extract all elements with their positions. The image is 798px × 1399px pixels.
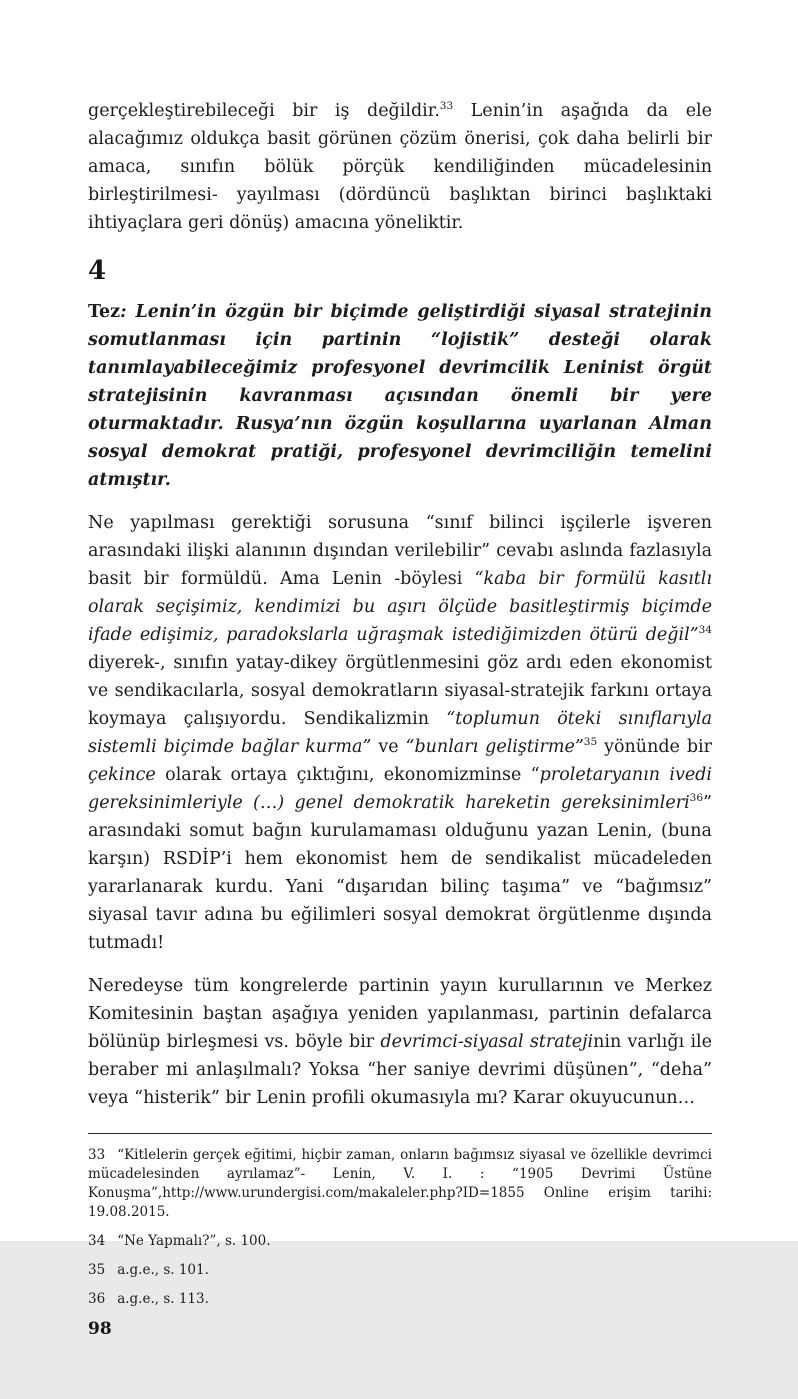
quoted-italic-text: “bunları geliştirme” [405,737,584,757]
thesis-colon: : [120,302,136,322]
body-text: ” arasındaki somut bağın kurulamaması olduğunu yazan Lenin, (buna karşın) RSDİP’i hem ekonomist hem de sendikalist mücadeleden yararlanarak kurdu. Yani “dışarıdan bilinç taşıma” ve “bağımsız” siyasal tavır adına bu eğilimleri sosyal demokrat örgütlenme dışında tutmadı! [88,793,712,953]
footnote-number: 33 [88,1147,106,1163]
italic-word: çekince [88,765,156,785]
footnote-ref-36: 36 [689,792,704,805]
quoted-italic-text: “toplumun öteki sınıflarıyla sistemli biçimde bağlar kurma” [88,709,712,757]
footnote-number: 35 [88,1262,106,1278]
body-text: Neredeyse tüm kongrelerde partinin yayın kurullarının ve Merkez Komitesinin baştan aşağıya yeniden yapılanması, partinin defalarca bölünüp birleşmesi vs. böyle bir [88,976,712,1052]
footnote-36 [88,1290,712,1309]
body-text: Ne yapılması gerektiği sorusuna “sınıf bilinci işçilerle işveren arasındaki ilişki alanının dışından verilebilir” cevabı aslında fazlasıyla basit bir formüldü. Ama Lenin -böylesi [88,513,712,589]
footnote-33 [88,1146,712,1222]
body-text: ve [371,737,406,757]
thesis-label: Tez [88,302,121,322]
footnote-ref-33: 33 [439,100,454,113]
body-text: olarak ortaya çıktığını, ekonomizminse “ [155,765,540,785]
footnote-text: “Ne Yapmalı?”, s. 100. [117,1233,271,1249]
quoted-italic-text: proletaryanın ivedi gereksinimleriyle (…) genel demokratik hareketin gereksinimleri [88,765,712,813]
paragraph-congresses [88,972,712,1112]
footnote-text: a.g.e., s. 101. [117,1262,209,1278]
body-text: gerçekleştirebileceği bir iş değildir. [88,101,440,121]
page-number: 98 [88,1319,112,1339]
quoted-italic-text: “kaba bir formülü kasıtlı olarak seçişimiz, kendimizi bu aşırı ölçüde basitleştirmiş biçimde ifade edişimiz, paradokslarla uğraşmak istediğimizden ötürü değil” [88,569,712,645]
thesis-paragraph [88,298,712,494]
body-text: nin varlığı ile beraber mi anlaşılmalı? Yoksa “her saniye devrimi düşünen”, “deha” veya “histerik” bir Lenin profili okumasıyla mı? Karar okuyucunun… [88,1032,712,1108]
section-heading: 4 [88,256,107,286]
thesis-text: Lenin’in özgün bir biçimde geliştirdiği siyasal stratejinin somutlanması için partinin “lojistik” desteği olarak tanımlayabileceğimiz profesyonel devrimcilik Leninist örgüt stratejisinin kavranması açısından önemli bir yere oturmaktadır. Rusya’nın özgün koşullarına uyarlanan Alman sosyal demokrat pratiği, profesyonel devrimciliğin temelini atmıştır. [88,302,712,490]
footnote-number: 36 [88,1291,106,1307]
footnote-text: a.g.e., s. 113. [117,1291,209,1307]
footnote-ref-34: 34 [698,624,712,637]
page-footer [88,1319,712,1399]
footnote-34 [88,1232,712,1251]
italic-phrase: devrimci-siyasal strateji [380,1032,594,1052]
body-text: yönünde bir [597,737,713,757]
footnote-ref-35: 35 [583,736,598,749]
footnote-text: “Kitlelerin gerçek eğitimi, hiçbir zaman, onların bağımsız siyasal ve özellikle devrimci mücadelesinden ayrılamaz”- Lenin, V. I. : “1905 Devrimi Üstüne Konuşma”,http://www.urundergisi.com/makaleler.php?ID=1855 Online erişim tarihi: 19.08.2015. [88,1147,712,1220]
footnote-number: 34 [88,1233,106,1249]
footnote-35 [88,1261,712,1280]
paragraph-intro [88,97,712,237]
paragraph-formula [88,509,712,957]
body-text: Lenin’in aşağıda da ele alacağımız oldukça basit görünen çözüm önerisi, çok daha belirli bir amaca, sınıfın bölük pörçük kendiliğinden mücadelesinin birleştirilmesi- yayılması (dördüncü başlıktan birinci başlıktaki ihtiyaçlara geri dönüş) amacına yöneliktir. [88,101,713,233]
footnotes-section [88,1133,712,1319]
body-text: diyerek-, sınıfın yatay-dikey örgütlenmesini göz ardı eden ekonomist ve sendikacılarla, sosyal demokratların siyasal-stratejik farkını ortaya koymaya çalışıyordu. Sendikalizmin [88,653,712,729]
